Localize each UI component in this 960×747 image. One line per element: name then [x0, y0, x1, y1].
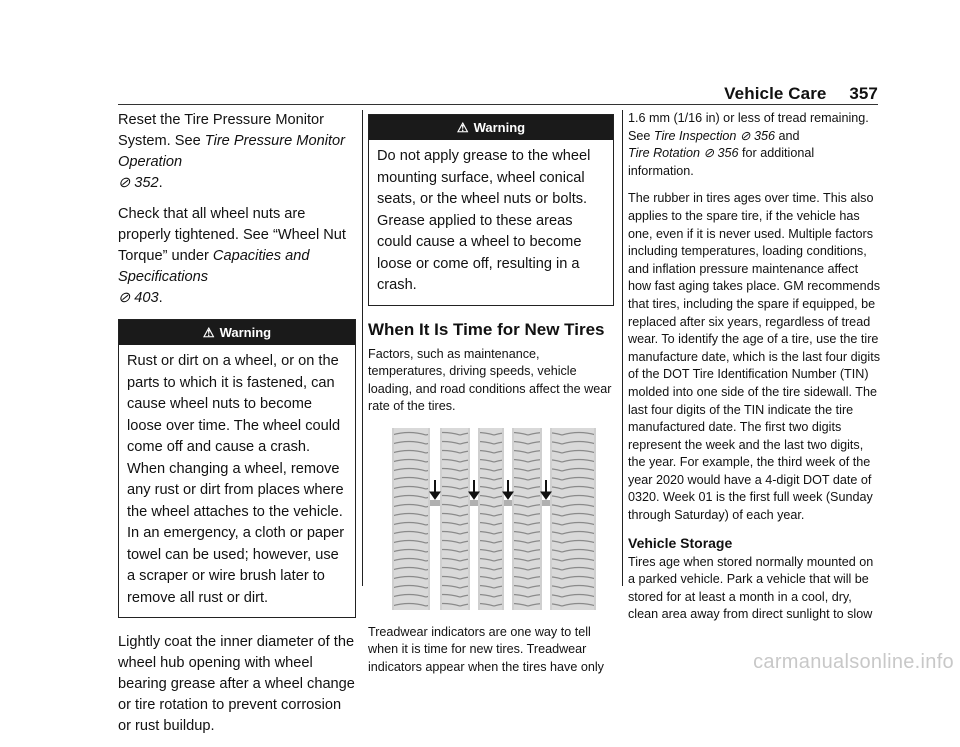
heading-vehicle-storage: Vehicle Storage	[628, 534, 733, 551]
column-1	[118, 110, 356, 747]
tread-ribs	[394, 428, 594, 610]
column-2	[368, 110, 614, 687]
warning-box-grease	[368, 114, 614, 306]
paragraph-wheel-nuts: Check that all wheel nuts are properly tightened. See “Wheel Nut Torque” under Capacities and Specifications ⊘ 403.	[118, 206, 346, 306]
warning-triangle-icon: ⚠	[456, 120, 469, 135]
treadwear-indicator-figure	[392, 428, 596, 610]
paragraph-tire-aging: The rubber in tires ages over time. This also applies to the spare tire, if the vehicle has one, even if it is never used. Multiple factors including temperatures, loading conditions, and inflation pressure maintenance affect how fast aging takes place. GM recommends that tires, including the spare if equipped, be replaced after six years, regardless of tread wear. To identify the age of a tire, use the tire manufacture date, which is the last four digits of the DOT Tire Identification Number (TIN) molded into one side of the tire sidewall. The last four digits of the TIN indicate the tire manufactured date. The first two digits represent the week and the last two digits, the year. For example, the third week of the year 2020 would have a 4-digit DOT date of 0320. Week 01 is the first full week (Sunday through Saturday) of each year.	[628, 191, 881, 523]
warning-body: Do not apply grease to the wheel mounting surface, wheel conical seats, or the wheel nuts or bolts. Grease applied to these areas could cause a wheel to become loose or come off, resulting in a crash.	[377, 148, 591, 293]
watermark: carmanualsonline.info	[753, 651, 954, 673]
section-title: Vehicle Care	[724, 84, 827, 103]
column-divider-2	[622, 110, 623, 586]
column-3	[628, 110, 880, 634]
paragraph-storage: Tires age when stored normally mounted on a parked vehicle. Park a vehicle that will be stored for at least a month in a cool, dry, clean area away from direct sunlight to slow	[628, 554, 874, 622]
link-tpms-operation[interactable]: Tire Pressure Monitor Operation	[118, 133, 345, 170]
paragraph-treadwear-indicators: Treadwear indicators are one way to tell when it is time for new tires. Treadwear indicators appear when the tires have only	[368, 624, 604, 675]
paragraph-tread-remaining: 1.6 mm (1/16 in) or less of tread remaining. See Tire Inspection ⊘ 356 and Tire Rotation ⊘ 356 for additional information.	[628, 111, 869, 178]
page-header	[706, 84, 878, 104]
warning-body: Rust or dirt on a wheel, or on the parts to which it is fastened, can cause wheel nuts to become loose over time. The wheel could come off and cause a crash. When changing a wheel, remove any rust or dirt from places where the wheel attaches to the vehicle. In an emergency, a cloth or paper towel can be used; however, use a scraper or wire brush later to remove all rust or dirt.	[127, 353, 345, 606]
warning-triangle-icon: ⚠	[202, 325, 215, 340]
page-ref-356b[interactable]: ⊘ 356	[699, 146, 739, 161]
page-ref-403[interactable]: ⊘ 403	[118, 290, 159, 306]
warning-header: ⚠ Warning	[369, 115, 613, 140]
paragraph-wear-factors: Factors, such as maintenance, temperatures, driving speeds, vehicle loading, and road conditions affect the wear rate of the tires.	[368, 346, 612, 414]
paragraph-grease-hub: Lightly coat the inner diameter of the wheel hub opening with wheel bearing grease after a wheel change or tire rotation to prevent corrosion or rust buildup.	[118, 634, 355, 734]
warning-header: ⚠ Warning	[119, 320, 355, 345]
heading-new-tires: When It Is Time for New Tires	[368, 319, 605, 339]
page-number: 357	[849, 84, 878, 103]
page-ref-352[interactable]: ⊘ 352	[118, 175, 159, 191]
column-divider-1	[362, 110, 363, 586]
header-rule	[118, 104, 878, 105]
paragraph-reset-tpms: Reset the Tire Pressure Monitor System. See Tire Pressure Monitor Operation ⊘ 352.	[118, 112, 345, 191]
link-capacities[interactable]: Capacities and Specifications	[118, 248, 310, 285]
page-ref-356[interactable]: ⊘ 356	[736, 128, 775, 143]
link-tire-inspection[interactable]: Tire Inspection	[653, 128, 737, 143]
warning-box-rust	[118, 319, 356, 618]
link-tire-rotation[interactable]: Tire Rotation	[628, 146, 700, 161]
